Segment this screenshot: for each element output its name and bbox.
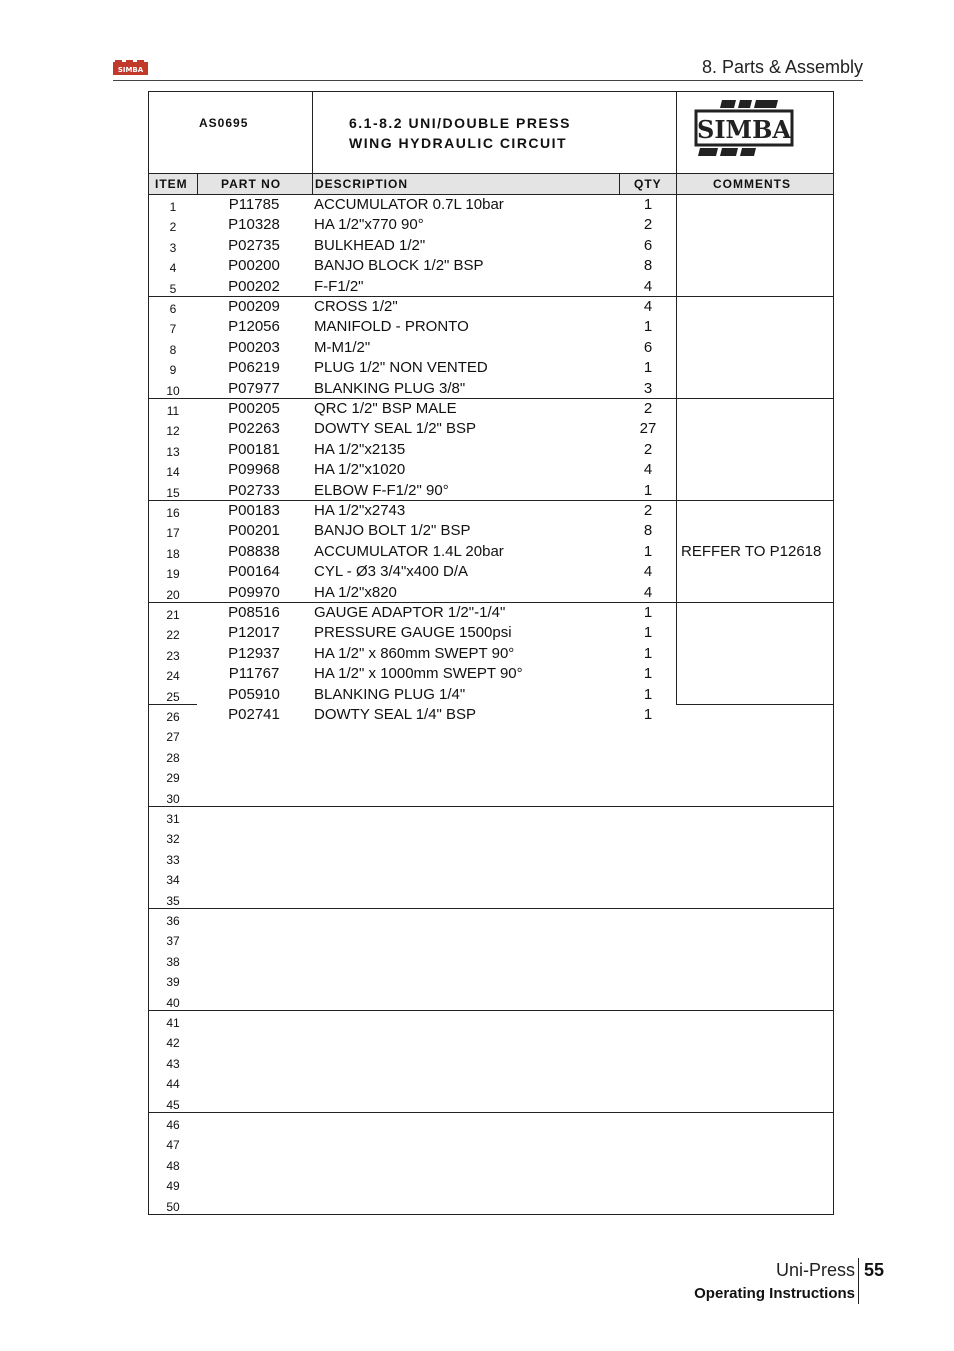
item-number: 5 bbox=[169, 281, 177, 296]
item-number: 7 bbox=[169, 322, 177, 337]
table-row bbox=[149, 1072, 835, 1092]
item-number: 20 bbox=[166, 587, 180, 602]
part-number: P12017 bbox=[228, 624, 280, 642]
item-number: 22 bbox=[166, 628, 180, 643]
part-number: P00201 bbox=[228, 522, 280, 540]
table-row bbox=[149, 950, 835, 970]
part-description: BULKHEAD 1/2" bbox=[314, 236, 426, 254]
part-quantity: 1 bbox=[643, 318, 653, 336]
item-number: 43 bbox=[166, 1056, 180, 1071]
part-number: P12056 bbox=[228, 318, 280, 336]
part-number: P02733 bbox=[228, 481, 280, 499]
col-description: DESCRIPTION bbox=[315, 177, 409, 191]
part-description: ACCUMULATOR 1.4L 20bar bbox=[314, 542, 504, 560]
svg-text:SIMBA: SIMBA bbox=[117, 66, 144, 74]
part-quantity: 6 bbox=[643, 236, 653, 254]
table-row bbox=[149, 909, 835, 929]
table-row bbox=[149, 970, 835, 990]
part-quantity: 4 bbox=[643, 583, 653, 601]
item-number: 35 bbox=[166, 893, 180, 908]
item-number: 25 bbox=[166, 689, 180, 704]
part-description: DOWTY SEAL 1/2" BSP bbox=[314, 420, 477, 438]
part-description: HA 1/2" x 860mm SWEPT 90° bbox=[314, 644, 515, 662]
part-description: BLANKING PLUG 3/8" bbox=[314, 379, 466, 397]
part-quantity: 2 bbox=[643, 400, 653, 417]
part-number: P11767 bbox=[228, 665, 280, 683]
table-row bbox=[149, 256, 835, 276]
part-number: P07977 bbox=[228, 379, 280, 397]
col-part-no: PART NO bbox=[221, 177, 282, 191]
part-number: P12937 bbox=[228, 644, 280, 662]
part-description: HA 1/2"x2135 bbox=[314, 440, 406, 458]
table-row bbox=[149, 1011, 835, 1031]
item-number: 42 bbox=[166, 1036, 180, 1051]
item-number: 41 bbox=[166, 1016, 180, 1030]
part-number: P00209 bbox=[228, 298, 280, 315]
table-row bbox=[149, 358, 835, 378]
item-number: 14 bbox=[166, 465, 180, 480]
part-comment: REFFER TO P12618 bbox=[681, 542, 822, 560]
part-number: P09968 bbox=[228, 461, 280, 479]
col-item: ITEM bbox=[155, 177, 188, 191]
table-row bbox=[149, 277, 835, 297]
simba-small-logo bbox=[113, 60, 148, 77]
part-description: BLANKING PLUG 1/4" bbox=[314, 685, 466, 703]
table-row bbox=[149, 195, 835, 215]
item-number: 29 bbox=[166, 771, 180, 786]
table-row bbox=[149, 644, 835, 664]
table-row bbox=[149, 1113, 835, 1133]
part-description: HA 1/2"x2743 bbox=[314, 502, 406, 519]
item-number: 44 bbox=[166, 1077, 180, 1092]
item-number: 38 bbox=[166, 954, 180, 969]
part-number: P00200 bbox=[228, 257, 280, 275]
item-number: 34 bbox=[166, 873, 180, 888]
part-quantity: 8 bbox=[643, 522, 653, 540]
item-number: 36 bbox=[166, 914, 180, 928]
part-description: HA 1/2"x1020 bbox=[314, 461, 406, 479]
item-number: 48 bbox=[166, 1158, 180, 1173]
part-description: HA 1/2"x820 bbox=[314, 583, 397, 601]
simba-logo bbox=[694, 98, 794, 162]
table-row bbox=[149, 807, 835, 827]
table-row bbox=[149, 1052, 835, 1072]
part-quantity: 1 bbox=[643, 706, 653, 723]
part-quantity: 4 bbox=[643, 461, 653, 479]
part-description: M-M1/2" bbox=[314, 338, 371, 356]
table-row bbox=[149, 705, 835, 725]
table-row bbox=[149, 501, 835, 521]
item-number: 30 bbox=[166, 791, 180, 806]
part-description: PRESSURE GAUGE 1500psi bbox=[314, 624, 512, 642]
part-quantity: 2 bbox=[643, 502, 653, 519]
table-row bbox=[149, 440, 835, 460]
table-row bbox=[149, 1133, 835, 1153]
part-quantity: 2 bbox=[643, 216, 653, 234]
part-description: QRC 1/2" BSP MALE bbox=[314, 400, 457, 417]
item-number: 4 bbox=[169, 261, 177, 276]
table-row bbox=[149, 297, 835, 317]
table-row bbox=[149, 787, 835, 807]
item-number: 13 bbox=[166, 444, 180, 459]
table-row bbox=[149, 562, 835, 582]
part-number: P00183 bbox=[228, 502, 280, 519]
item-number: 10 bbox=[166, 383, 180, 398]
part-description: ELBOW F-F1/2" 90° bbox=[314, 481, 449, 499]
item-number: 50 bbox=[166, 1199, 180, 1214]
parts-sheet bbox=[148, 91, 834, 1215]
part-description: F-F1/2" bbox=[314, 277, 364, 295]
item-number: 11 bbox=[166, 404, 180, 418]
col-comments: COMMENTS bbox=[713, 177, 791, 191]
column-header-row bbox=[149, 174, 833, 194]
item-number: 37 bbox=[166, 934, 180, 949]
item-number: 33 bbox=[166, 852, 180, 867]
part-quantity: 1 bbox=[643, 685, 653, 703]
page-number: 55 bbox=[864, 1260, 885, 1280]
table-row bbox=[149, 236, 835, 256]
table-row bbox=[149, 991, 835, 1011]
table-row bbox=[149, 603, 835, 623]
table-row bbox=[149, 521, 835, 541]
item-number: 45 bbox=[166, 1097, 180, 1112]
part-number: P08838 bbox=[228, 542, 280, 560]
item-number: 9 bbox=[169, 363, 177, 378]
table-row bbox=[149, 685, 835, 705]
part-description: MANIFOLD - PRONTO bbox=[314, 318, 469, 336]
table-row bbox=[149, 1174, 835, 1194]
part-number: P06219 bbox=[228, 359, 280, 377]
item-number: 27 bbox=[166, 730, 180, 745]
item-number: 39 bbox=[166, 975, 180, 990]
part-number: P09970 bbox=[228, 583, 280, 601]
table-row bbox=[149, 848, 835, 868]
part-description: ACCUMULATOR 0.7L 10bar bbox=[314, 196, 504, 213]
item-number: 46 bbox=[166, 1118, 180, 1132]
part-quantity: 4 bbox=[643, 277, 653, 295]
item-number: 17 bbox=[166, 526, 180, 541]
section-title: 8. Parts & Assembly bbox=[701, 57, 863, 77]
part-number: P10328 bbox=[228, 216, 280, 234]
part-description: BANJO BOLT 1/2" BSP bbox=[314, 522, 471, 540]
table-row bbox=[149, 583, 835, 603]
part-quantity: 3 bbox=[643, 379, 653, 397]
part-number: P00203 bbox=[228, 338, 280, 356]
part-number: P05910 bbox=[228, 685, 280, 703]
footer-divider bbox=[858, 1258, 859, 1304]
part-number: P02263 bbox=[228, 420, 280, 438]
part-description: DOWTY SEAL 1/4" BSP bbox=[314, 706, 477, 723]
table-row bbox=[149, 460, 835, 480]
part-quantity: 1 bbox=[643, 604, 653, 621]
part-number: P02735 bbox=[228, 236, 280, 254]
part-number: P11785 bbox=[228, 196, 280, 213]
col-qty: QTY bbox=[634, 177, 662, 191]
part-quantity: 1 bbox=[643, 196, 653, 213]
item-number: 49 bbox=[166, 1179, 180, 1194]
simba-logo-text: SIMBA bbox=[696, 115, 792, 144]
part-quantity: 1 bbox=[643, 624, 653, 642]
part-number: P00202 bbox=[228, 277, 280, 295]
part-quantity: 1 bbox=[643, 481, 653, 499]
table-row bbox=[149, 1031, 835, 1051]
part-description: BANJO BLOCK 1/2" BSP bbox=[314, 257, 484, 275]
assembly-title bbox=[349, 113, 571, 153]
table-row bbox=[149, 215, 835, 235]
table-row bbox=[149, 1154, 835, 1174]
table-row bbox=[149, 317, 835, 337]
part-number: P08516 bbox=[228, 604, 280, 621]
part-number: P00181 bbox=[228, 440, 280, 458]
part-quantity: 4 bbox=[643, 298, 653, 315]
table-row bbox=[149, 868, 835, 888]
table-row bbox=[149, 929, 835, 949]
table-row bbox=[149, 419, 835, 439]
table-row bbox=[149, 1195, 835, 1215]
item-number: 31 bbox=[166, 812, 180, 826]
item-number: 40 bbox=[166, 995, 180, 1010]
assembly-title-line2: WING HYDRAULIC CIRCUIT bbox=[349, 135, 568, 151]
part-quantity: 27 bbox=[639, 420, 657, 438]
part-description: PLUG 1/2" NON VENTED bbox=[314, 359, 488, 377]
part-description: HA 1/2" x 1000mm SWEPT 90° bbox=[314, 665, 523, 683]
item-number: 26 bbox=[166, 710, 180, 724]
table-row bbox=[149, 889, 835, 909]
part-description: HA 1/2"x770 90° bbox=[314, 216, 424, 234]
assembly-title-line1: 6.1-8.2 UNI/DOUBLE PRESS bbox=[349, 115, 571, 131]
table-row bbox=[149, 481, 835, 501]
table-row bbox=[149, 725, 835, 745]
item-number: 24 bbox=[166, 669, 180, 684]
item-number: 6 bbox=[169, 302, 177, 316]
item-number: 12 bbox=[166, 424, 180, 439]
part-quantity: 2 bbox=[643, 440, 653, 458]
item-number: 47 bbox=[166, 1138, 180, 1153]
part-number: P00164 bbox=[228, 563, 280, 581]
footer-product: Uni-Press bbox=[775, 1260, 855, 1280]
item-number: 28 bbox=[166, 750, 180, 765]
part-description: GAUGE ADAPTOR 1/2"-1/4" bbox=[314, 604, 506, 621]
table-row bbox=[149, 338, 835, 358]
table-row bbox=[149, 766, 835, 786]
part-quantity: 8 bbox=[643, 257, 653, 275]
item-number: 19 bbox=[166, 567, 180, 582]
item-number: 16 bbox=[166, 506, 180, 520]
table-row bbox=[149, 399, 835, 419]
table-row bbox=[149, 746, 835, 766]
item-number: 3 bbox=[169, 240, 177, 255]
table-row bbox=[149, 379, 835, 399]
part-quantity: 1 bbox=[643, 665, 653, 683]
part-quantity: 1 bbox=[643, 359, 653, 377]
item-number: 18 bbox=[166, 546, 180, 561]
item-number: 15 bbox=[166, 485, 180, 500]
item-number: 8 bbox=[169, 342, 177, 357]
part-number: P00205 bbox=[228, 400, 280, 417]
assembly-code: AS0695 bbox=[199, 116, 249, 130]
part-quantity: 1 bbox=[643, 644, 653, 662]
header-rule bbox=[113, 80, 863, 81]
part-description: CYL - Ø3 3/4"x400 D/A bbox=[314, 563, 469, 581]
part-quantity: 1 bbox=[643, 542, 653, 560]
part-number: P02741 bbox=[228, 706, 280, 723]
item-number: 1 bbox=[169, 200, 177, 214]
part-quantity: 6 bbox=[643, 338, 653, 356]
part-description: CROSS 1/2" bbox=[314, 298, 398, 315]
part-quantity: 4 bbox=[643, 563, 653, 581]
item-number: 23 bbox=[166, 648, 180, 663]
table-row bbox=[149, 542, 835, 562]
table-row bbox=[149, 827, 835, 847]
table-row bbox=[149, 664, 835, 684]
table-row bbox=[149, 1093, 835, 1113]
item-number: 32 bbox=[166, 832, 180, 847]
footer-subtitle: Operating Instructions bbox=[694, 1285, 855, 1302]
table-row bbox=[149, 623, 835, 643]
item-number: 21 bbox=[166, 608, 180, 622]
item-number: 2 bbox=[169, 220, 177, 235]
